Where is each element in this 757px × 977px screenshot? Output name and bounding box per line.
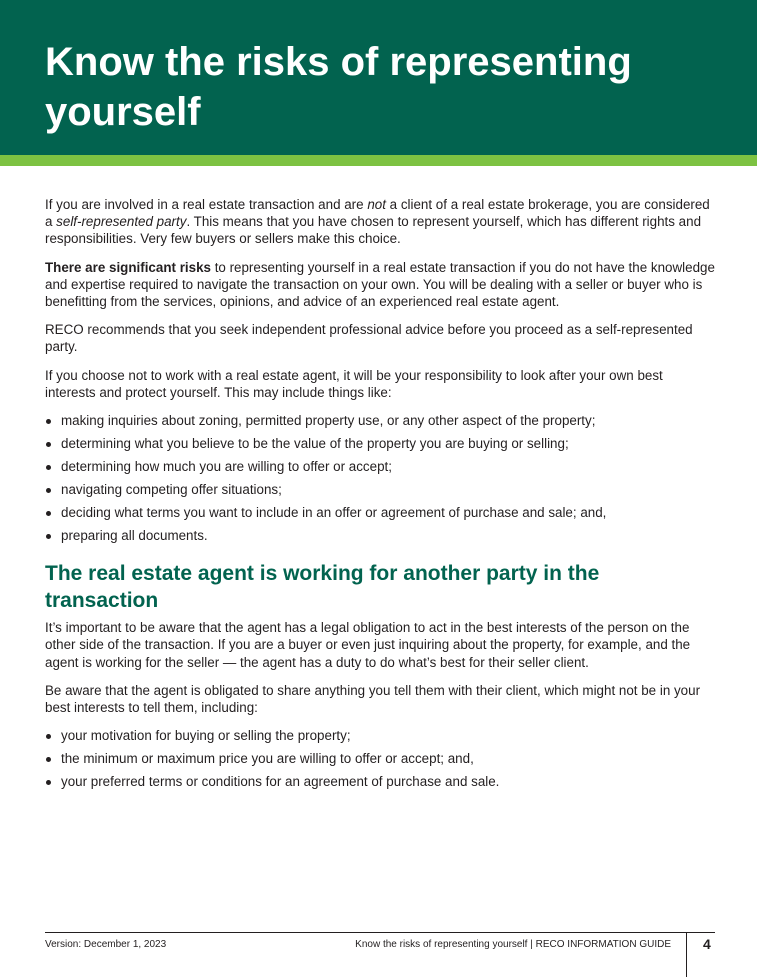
list-item: navigating competing offer situations; <box>45 481 715 498</box>
accent-bar <box>0 155 757 166</box>
section-heading: The real estate agent is working for another party in the transaction <box>45 562 600 613</box>
list-item: deciding what terms you want to include in an offer or agreement of purchase and sale; and, <box>45 504 715 521</box>
intro-paragraph-1 <box>45 196 715 248</box>
footer-divider <box>45 932 715 933</box>
section-paragraph-2: Be aware that the agent is obligated to share anything you tell them with their client, which might not be in your best interests to tell them, including: <box>45 682 701 716</box>
page-header <box>0 0 757 155</box>
list-item: preparing all documents. <box>45 527 715 544</box>
intro-paragraph-2 <box>45 259 715 311</box>
intro-paragraph-3: RECO recommends that you seek independent professional advice before you proceed as a self-represented party. <box>45 322 693 355</box>
page-number: 4 <box>703 936 711 952</box>
emphasis-not: not <box>367 197 386 212</box>
list-item: determining how much you are willing to offer or accept; <box>45 458 715 475</box>
bold-risks: There are significant risks <box>45 259 211 275</box>
list-item: the minimum or maximum price you are willing to offer or accept; and, <box>45 750 715 767</box>
footer-doc-title: Know the risks of representing yourself | RECO INFORMATION GUIDE <box>355 939 671 950</box>
list-item: your motivation for buying or selling the property; <box>45 727 715 744</box>
footer-version: Version: December 1, 2023 <box>45 939 167 950</box>
list-item: determining what you believe to be the value of the property you are buying or selling; <box>45 435 715 452</box>
footer-page-divider <box>686 932 687 977</box>
text-run: to representing yourself in a real estate transaction if you do not have the knowledge and expertise required to navigate the transaction on your own. You will be dealing with a seller or buyer who is benefitting from the services, opinions, and advice of an experienced real estate agent. <box>45 259 715 310</box>
text-run: If you are involved in a real estate transaction and are <box>45 197 368 212</box>
list-item: making inquiries about zoning, permitted property use, or any other aspect of the property; <box>45 412 715 429</box>
main-content <box>45 196 715 806</box>
text-run: . This means that you have chosen to represent yourself, which has different rights and responsibilities. Very few buyers or sellers make this choice. <box>45 214 702 247</box>
disclosure-list <box>45 727 715 790</box>
emphasis-term: self-represented party <box>56 214 187 230</box>
intro-paragraph-4: If you choose not to work with a real estate agent, it will be your responsibility to look after your own best interests and protect yourself. This may include things like: <box>45 367 663 400</box>
text-run: a client of a real estate brokerage, you are considered a <box>45 197 710 230</box>
section-paragraph-1: It’s important to be aware that the agent has a legal obligation to act in the best interests of the person on the other side of the transaction. If you are a buyer or even just inquiring about the property, for example, and the agent is working for the seller — the agent has a duty to do what’s best for their seller client. <box>45 620 691 670</box>
list-item: your preferred terms or conditions for an agreement of purchase and sale. <box>45 773 715 790</box>
responsibilities-list <box>45 412 715 544</box>
page-title: Know the risks of representing yourself <box>45 40 632 134</box>
